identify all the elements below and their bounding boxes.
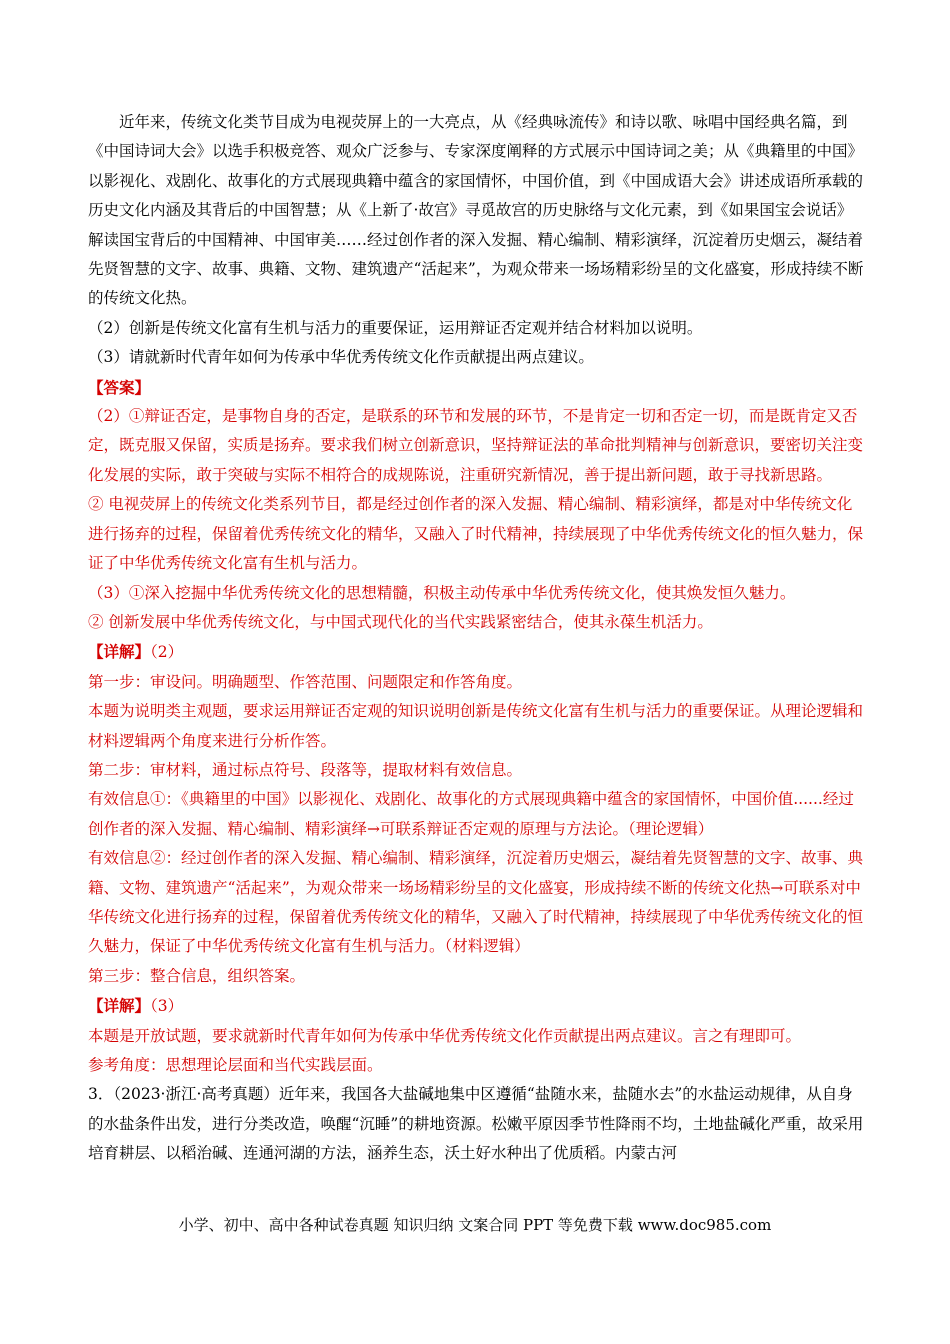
- answer-2-point-2: ② 电视荧屏上的传统文化类系列节目，都是经过创作者的深入发掘、精心编制、精彩演绎，都是对中华传统文化进行扬弃的过程，保留着优秀传统文化的精华，又融入了时代精神，持续展现了中华优秀传统文化的恒久魅力，保证了中华优秀传统文化富有生机与活力。: [88, 495, 864, 573]
- answer-3-point-2: ② 创新发展中华优秀传统文化，与中国式现代化的当代实践紧密结合，使其永葆生机活力。: [88, 612, 713, 631]
- detail-tag: 【详解】: [88, 642, 151, 662]
- question-2: （2）创新是传统文化富有生机与活力的重要保证，运用辩证否定观并结合材料加以说明。: [88, 318, 703, 337]
- question-3-stem: 3．（2023·浙江·高考真题）近年来，我国各大盐碱地集中区遵循“盐随水来，盐随水去”的水盐运动规律，从自身的水盐条件出发，进行分类改造，唤醒“沉睡”的耕地资源。松嫩平原因季节性降雨不均，土地盐碱化严重，故采用培育耕层、以稻治碱、连通河湖的方法，涵养生态，沃土好水种出了优质稻。内蒙古河: [88, 1085, 864, 1163]
- detail-2-step1-body: 本题为说明类主观题，要求运用辩证否定观的知识说明创新是传统文化富有生机与活力的重要保证。从理论逻辑和材料逻辑两个角度来进行分析作答。: [88, 702, 864, 750]
- detail-2-step2: 第二步：审材料，通过标点符号、段落等，提取材料有效信息。: [88, 760, 523, 779]
- detail-2-step1: 第一步：审设问。明确题型、作答范围、问题限定和作答角度。: [88, 672, 523, 691]
- detail-2-info1: 有效信息①：《典籍里的中国》以影视化、戏剧化、故事化的方式展现典籍中蕴含的家国情怀，中国价值......经过创作者的深入发掘、精心编制、精彩演绎→可联系辩证否定观的原理与方法论。（理论逻辑）: [88, 790, 854, 838]
- answer-heading: 【答案】: [88, 377, 151, 397]
- document-body: [88, 108, 864, 1169]
- detail-number: （3）: [150, 997, 184, 1016]
- detail-2-info2: 有效信息②：经过创作者的深入发掘、精心编制、精彩演绎，沉淀着历史烟云，凝结着先贤智慧的文字、故事、典籍、文物、建筑遗产“活起来”，为观众带来一场场精彩纷呈的文化盛宴，形成持续不断的传统文化热→可联系对中华传统文化进行扬弃的过程，保留着优秀传统文化的精华，又融入了时代精神，持续展现了中华优秀传统文化的恒久魅力，保证了中华优秀传统文化富有生机与活力。（材料逻辑）: [88, 849, 864, 956]
- detail-2-step3: 第三步：整合信息，组织答案。: [88, 966, 306, 985]
- detail-number: （2）: [150, 643, 184, 662]
- question-3: （3）请就新时代青年如何为传承中华优秀传统文化作贡献提出两点建议。: [88, 348, 594, 367]
- detail-3-body: 本题是开放试题，要求就新时代青年如何为传承中华优秀传统文化作贡献提出两点建议。言之有理即可。: [88, 1026, 802, 1045]
- detail-2-heading: [88, 637, 864, 667]
- detail-3-angle: 参考角度：思想理论层面和当代实践层面。: [88, 1056, 383, 1074]
- material-paragraph: 近年来，传统文化类节目成为电视荧屏上的一大亮点，从《经典咏流传》和诗以歌、咏唱中国经典名篇，到《中国诗词大会》以选手积极竞答、观众广泛参与、专家深度阐释的方式展示中国诗词之美；从《典籍里的中国》以影视化、戏剧化、故事化的方式展现典籍中蕴含的家国情怀，中国价值，到《中国成语大会》讲述成语所承载的历史文化内涵及其背后的中国智慧；从《上新了·故宫》寻觅故宫的历史脉络与文化元素，到《如果国宝会说话》解读国宝背后的中国精神、中国审美……经过创作者的深入发掘、精心编制、精彩演绎，沉淀着历史烟云，凝结着先贤智慧的文字、故事、典籍、文物、建筑遗产“活起来”，为观众带来一场场精彩纷呈的文化盛宴，形成持续不断的传统文化热。: [88, 113, 864, 308]
- answer-2-point-1: （2）①辩证否定，是事物自身的否定，是联系的环节和发展的环节，不是肯定一切和否定一切，而是既肯定又否定，既克服又保留，实质是扬弃。要求我们树立创新意识，坚持辩证法的革命批判精神与创新意识，要密切关注变化发展的实际，敢于突破与实际不相符合的成规陈说，注重研究新情况，善于提出新问题，敢于寻找新思路。: [88, 407, 864, 484]
- page-footer: 小学、初中、高中各种试卷真题 知识归纳 文案合同 PPT 等免费下载 www.doc985.com: [178, 1216, 772, 1234]
- detail-3-heading: [88, 991, 864, 1021]
- detail-tag: 【详解】: [88, 996, 151, 1016]
- answer-3-point-1: （3）①深入挖掘中华优秀传统文化的思想精髓，积极主动传承中华优秀传统文化，使其焕发恒久魅力。: [88, 583, 796, 602]
